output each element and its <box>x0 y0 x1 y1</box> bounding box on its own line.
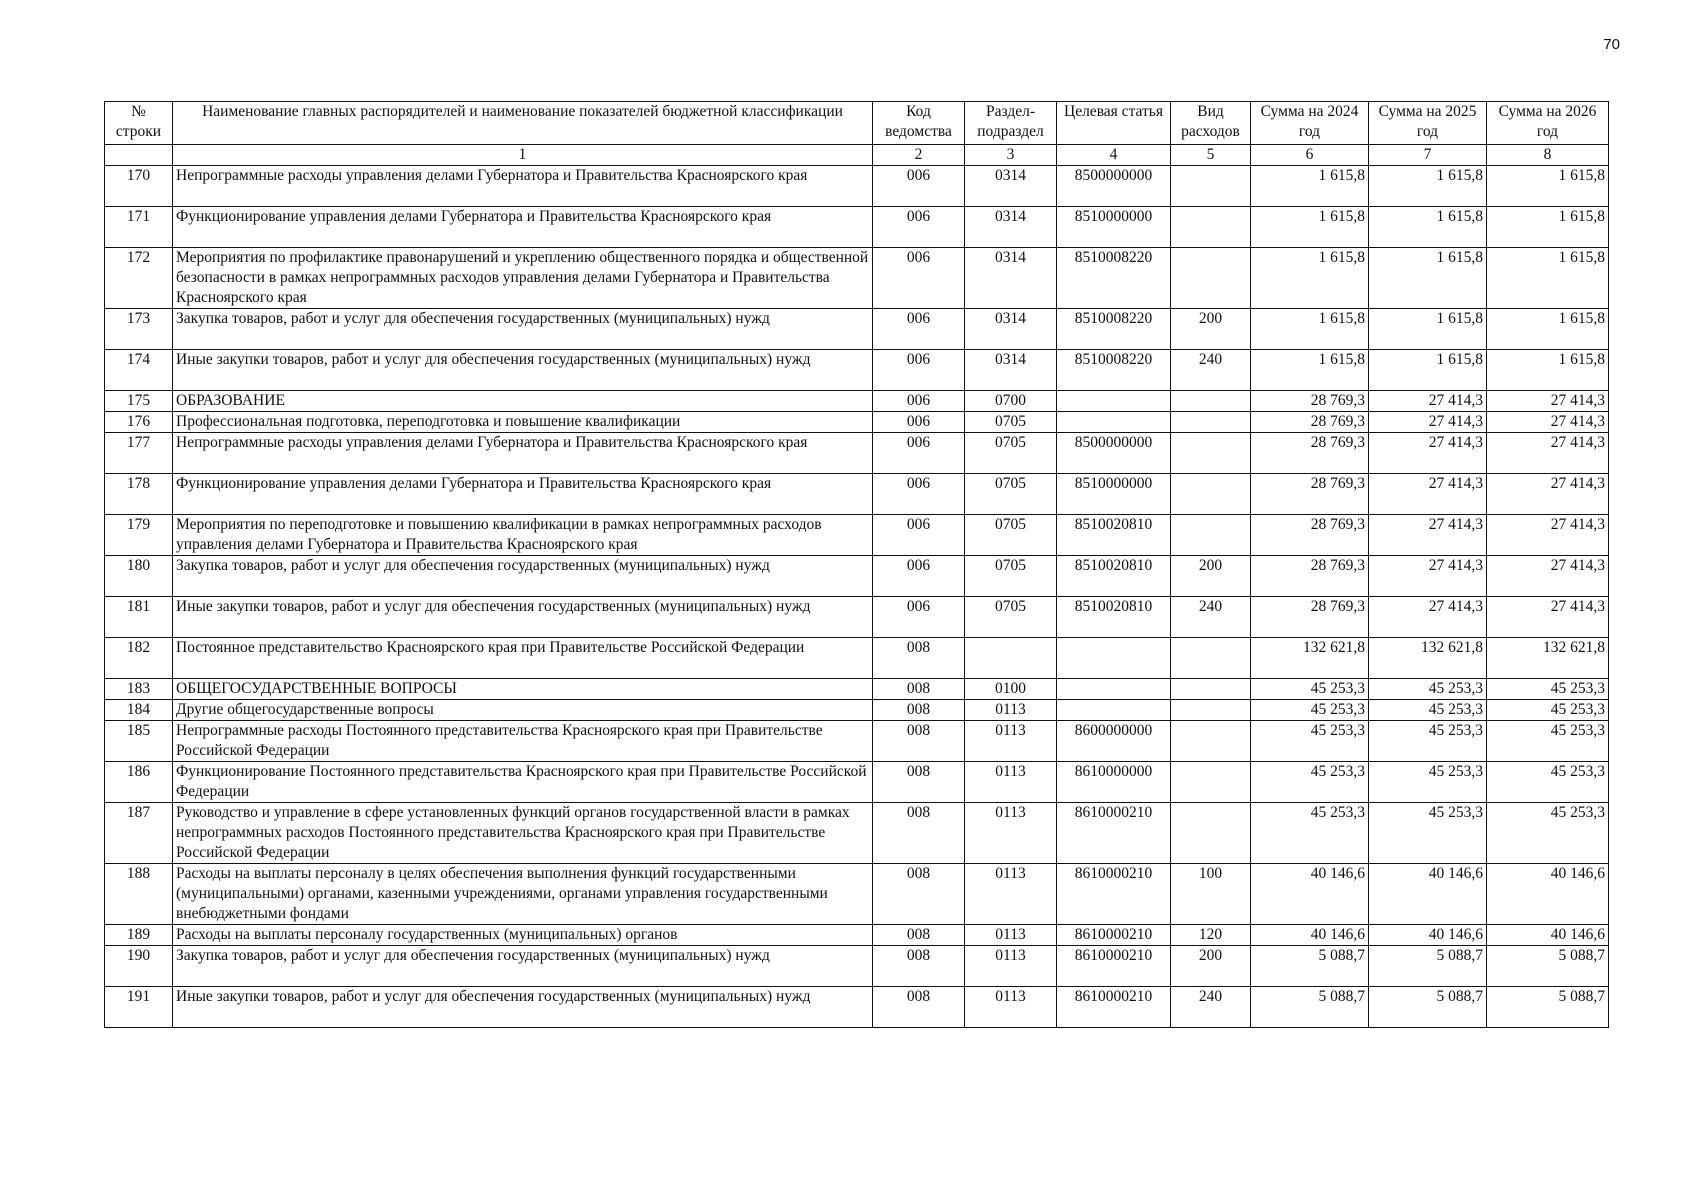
section-code: 0314 <box>965 309 1057 350</box>
item-name: Непрограммные расходы управления делами Губернатора и Правительства Красноярского края <box>173 166 873 207</box>
section-code: 0705 <box>965 556 1057 597</box>
item-name: Иные закупки товаров, работ и услуг для обеспечения государственных (муниципальных) нужд <box>173 350 873 391</box>
column-number-row <box>105 145 1609 166</box>
section-code: 0113 <box>965 925 1057 946</box>
header-row-number: № строки <box>105 102 173 145</box>
dept-code: 008 <box>873 721 965 762</box>
table-row <box>105 597 1609 638</box>
sum-2024: 1 615,8 <box>1251 248 1369 309</box>
row-number: 180 <box>105 556 173 597</box>
sum-2024: 28 769,3 <box>1251 412 1369 433</box>
target-item: 8510020810 <box>1057 556 1171 597</box>
expense-type: 200 <box>1171 556 1251 597</box>
dept-code: 008 <box>873 762 965 803</box>
sum-2026: 1 615,8 <box>1487 207 1609 248</box>
sum-2024: 40 146,6 <box>1251 925 1369 946</box>
header-sum-2026: Сумма на 2026 год <box>1487 102 1609 145</box>
row-number: 172 <box>105 248 173 309</box>
dept-code: 006 <box>873 556 965 597</box>
header-sum-2025: Сумма на 2025 год <box>1369 102 1487 145</box>
item-name: ОБЩЕГОСУДАРСТВЕННЫЕ ВОПРОСЫ <box>173 679 873 700</box>
column-number: 8 <box>1487 145 1609 166</box>
sum-2024: 28 769,3 <box>1251 515 1369 556</box>
row-number: 178 <box>105 474 173 515</box>
dept-code: 008 <box>873 925 965 946</box>
expense-type <box>1171 248 1251 309</box>
target-item: 8610000210 <box>1057 803 1171 864</box>
sum-2025: 27 414,3 <box>1369 433 1487 474</box>
item-name: Другие общегосударственные вопросы <box>173 700 873 721</box>
row-number: 188 <box>105 864 173 925</box>
target-item: 8510020810 <box>1057 597 1171 638</box>
sum-2025: 5 088,7 <box>1369 987 1487 1028</box>
expense-type <box>1171 762 1251 803</box>
sum-2026: 45 253,3 <box>1487 762 1609 803</box>
sum-2026: 1 615,8 <box>1487 350 1609 391</box>
item-name: Постоянное представительство Красноярского края при Правительстве Российской Федерации <box>173 638 873 679</box>
item-name: Иные закупки товаров, работ и услуг для обеспечения государственных (муниципальных) нужд <box>173 987 873 1028</box>
target-item <box>1057 412 1171 433</box>
column-number: 5 <box>1171 145 1251 166</box>
target-item <box>1057 391 1171 412</box>
sum-2024: 45 253,3 <box>1251 762 1369 803</box>
sum-2025: 45 253,3 <box>1369 721 1487 762</box>
column-number: 6 <box>1251 145 1369 166</box>
header-target-item: Целевая статья <box>1057 102 1171 145</box>
sum-2024: 28 769,3 <box>1251 597 1369 638</box>
target-item: 8610000210 <box>1057 925 1171 946</box>
row-number: 186 <box>105 762 173 803</box>
expense-type <box>1171 474 1251 515</box>
target-item: 8610000000 <box>1057 762 1171 803</box>
sum-2026: 1 615,8 <box>1487 248 1609 309</box>
target-item: 8510008220 <box>1057 309 1171 350</box>
section-code: 0705 <box>965 433 1057 474</box>
dept-code: 008 <box>873 700 965 721</box>
dept-code: 008 <box>873 679 965 700</box>
sum-2024: 1 615,8 <box>1251 207 1369 248</box>
row-number: 174 <box>105 350 173 391</box>
target-item: 8510008220 <box>1057 248 1171 309</box>
sum-2024: 5 088,7 <box>1251 987 1369 1028</box>
sum-2025: 45 253,3 <box>1369 803 1487 864</box>
section-code: 0113 <box>965 987 1057 1028</box>
target-item: 8500000000 <box>1057 166 1171 207</box>
sum-2026: 27 414,3 <box>1487 433 1609 474</box>
target-item: 8500000000 <box>1057 433 1171 474</box>
table-row <box>105 762 1609 803</box>
sum-2024: 45 253,3 <box>1251 700 1369 721</box>
sum-2024: 1 615,8 <box>1251 166 1369 207</box>
sum-2025: 27 414,3 <box>1369 556 1487 597</box>
expense-type: 240 <box>1171 350 1251 391</box>
section-code: 0705 <box>965 412 1057 433</box>
sum-2024: 132 621,8 <box>1251 638 1369 679</box>
section-code: 0314 <box>965 207 1057 248</box>
table-row <box>105 638 1609 679</box>
item-name: Иные закупки товаров, работ и услуг для обеспечения государственных (муниципальных) нужд <box>173 597 873 638</box>
table-row <box>105 803 1609 864</box>
header-section: Раздел-подраздел <box>965 102 1057 145</box>
sum-2026: 27 414,3 <box>1487 391 1609 412</box>
sum-2025: 132 621,8 <box>1369 638 1487 679</box>
table-row <box>105 309 1609 350</box>
sum-2024: 45 253,3 <box>1251 803 1369 864</box>
section-code: 0113 <box>965 700 1057 721</box>
target-item: 8600000000 <box>1057 721 1171 762</box>
section-code: 0100 <box>965 679 1057 700</box>
dept-code: 006 <box>873 350 965 391</box>
expense-type <box>1171 433 1251 474</box>
table-row <box>105 474 1609 515</box>
expense-type <box>1171 721 1251 762</box>
expense-type <box>1171 638 1251 679</box>
item-name: Закупка товаров, работ и услуг для обеспечения государственных (муниципальных) нужд <box>173 556 873 597</box>
row-number: 173 <box>105 309 173 350</box>
sum-2025: 1 615,8 <box>1369 309 1487 350</box>
sum-2026: 5 088,7 <box>1487 946 1609 987</box>
table-row <box>105 679 1609 700</box>
header-dept-code: Код ведомства <box>873 102 965 145</box>
table-row <box>105 412 1609 433</box>
row-number: 182 <box>105 638 173 679</box>
sum-2026: 5 088,7 <box>1487 987 1609 1028</box>
sum-2025: 40 146,6 <box>1369 925 1487 946</box>
sum-2025: 27 414,3 <box>1369 515 1487 556</box>
dept-code: 006 <box>873 412 965 433</box>
sum-2024: 28 769,3 <box>1251 556 1369 597</box>
section-code: 0113 <box>965 803 1057 864</box>
section-code: 0705 <box>965 515 1057 556</box>
expense-type: 100 <box>1171 864 1251 925</box>
sum-2025: 27 414,3 <box>1369 391 1487 412</box>
item-name: Закупка товаров, работ и услуг для обеспечения государственных (муниципальных) нужд <box>173 309 873 350</box>
dept-code: 008 <box>873 638 965 679</box>
table-row <box>105 248 1609 309</box>
sum-2024: 1 615,8 <box>1251 350 1369 391</box>
item-name: Профессиональная подготовка, переподготовка и повышение квалификации <box>173 412 873 433</box>
sum-2026: 27 414,3 <box>1487 474 1609 515</box>
sum-2024: 1 615,8 <box>1251 309 1369 350</box>
item-name: Функционирование Постоянного представительства Красноярского края при Правительстве Российской Федерации <box>173 762 873 803</box>
target-item: 8510000000 <box>1057 474 1171 515</box>
sum-2025: 1 615,8 <box>1369 207 1487 248</box>
row-number: 183 <box>105 679 173 700</box>
table-row <box>105 721 1609 762</box>
sum-2024: 28 769,3 <box>1251 474 1369 515</box>
section-code <box>965 638 1057 679</box>
header-expense-type: Вид расходов <box>1171 102 1251 145</box>
section-code: 0113 <box>965 721 1057 762</box>
dept-code: 008 <box>873 864 965 925</box>
sum-2025: 1 615,8 <box>1369 350 1487 391</box>
target-item: 8510020810 <box>1057 515 1171 556</box>
section-code: 0314 <box>965 248 1057 309</box>
row-number: 177 <box>105 433 173 474</box>
section-code: 0700 <box>965 391 1057 412</box>
sum-2024: 40 146,6 <box>1251 864 1369 925</box>
table-row <box>105 556 1609 597</box>
expense-type: 120 <box>1171 925 1251 946</box>
section-code: 0314 <box>965 166 1057 207</box>
item-name: Руководство и управление в сфере установленных функций органов государственной власти в рамках непрограммных расходов Постоянного представительства Красноярского края при Правительстве Российской Федерации <box>173 803 873 864</box>
dept-code: 006 <box>873 309 965 350</box>
dept-code: 006 <box>873 474 965 515</box>
target-item: 8610000210 <box>1057 864 1171 925</box>
column-number: 3 <box>965 145 1057 166</box>
row-number: 175 <box>105 391 173 412</box>
sum-2025: 1 615,8 <box>1369 166 1487 207</box>
dept-code: 006 <box>873 515 965 556</box>
sum-2026: 45 253,3 <box>1487 679 1609 700</box>
table-row <box>105 700 1609 721</box>
sum-2026: 45 253,3 <box>1487 803 1609 864</box>
row-number: 184 <box>105 700 173 721</box>
dept-code: 006 <box>873 433 965 474</box>
row-number: 181 <box>105 597 173 638</box>
budget-table <box>104 101 1609 1028</box>
row-number: 185 <box>105 721 173 762</box>
row-number: 179 <box>105 515 173 556</box>
expense-type <box>1171 412 1251 433</box>
sum-2025: 45 253,3 <box>1369 762 1487 803</box>
section-code: 0113 <box>965 762 1057 803</box>
target-item: 8610000210 <box>1057 946 1171 987</box>
target-item: 8510008220 <box>1057 350 1171 391</box>
sum-2026: 45 253,3 <box>1487 700 1609 721</box>
header-sum-2024: Сумма на 2024 год <box>1251 102 1369 145</box>
header-row <box>105 102 1609 145</box>
section-code: 0705 <box>965 474 1057 515</box>
expense-type <box>1171 700 1251 721</box>
sum-2025: 27 414,3 <box>1369 474 1487 515</box>
dept-code: 006 <box>873 248 965 309</box>
table-row <box>105 207 1609 248</box>
target-item <box>1057 700 1171 721</box>
sum-2024: 28 769,3 <box>1251 433 1369 474</box>
column-number: 4 <box>1057 145 1171 166</box>
table-row <box>105 925 1609 946</box>
section-code: 0705 <box>965 597 1057 638</box>
sum-2026: 40 146,6 <box>1487 925 1609 946</box>
expense-type: 200 <box>1171 309 1251 350</box>
sum-2025: 1 615,8 <box>1369 248 1487 309</box>
dept-code: 006 <box>873 391 965 412</box>
expense-type <box>1171 803 1251 864</box>
sum-2025: 5 088,7 <box>1369 946 1487 987</box>
sum-2025: 40 146,6 <box>1369 864 1487 925</box>
section-code: 0314 <box>965 350 1057 391</box>
dept-code: 008 <box>873 803 965 864</box>
table-row <box>105 987 1609 1028</box>
item-name: Закупка товаров, работ и услуг для обеспечения государственных (муниципальных) нужд <box>173 946 873 987</box>
table-row <box>105 946 1609 987</box>
column-number-blank <box>105 145 173 166</box>
column-number: 1 <box>173 145 873 166</box>
sum-2025: 27 414,3 <box>1369 597 1487 638</box>
dept-code: 006 <box>873 207 965 248</box>
table-row <box>105 350 1609 391</box>
dept-code: 006 <box>873 597 965 638</box>
sum-2026: 1 615,8 <box>1487 166 1609 207</box>
row-number: 187 <box>105 803 173 864</box>
target-item: 8510000000 <box>1057 207 1171 248</box>
item-name: ОБРАЗОВАНИЕ <box>173 391 873 412</box>
item-name: Функционирование управления делами Губернатора и Правительства Красноярского края <box>173 474 873 515</box>
table-row <box>105 391 1609 412</box>
target-item <box>1057 638 1171 679</box>
sum-2026: 27 414,3 <box>1487 556 1609 597</box>
row-number: 171 <box>105 207 173 248</box>
sum-2026: 132 621,8 <box>1487 638 1609 679</box>
header-name: Наименование главных распорядителей и наименование показателей бюджетной классификации <box>173 102 873 145</box>
row-number: 176 <box>105 412 173 433</box>
target-item: 8610000210 <box>1057 987 1171 1028</box>
expense-type <box>1171 391 1251 412</box>
table-row <box>105 433 1609 474</box>
section-code: 0113 <box>965 946 1057 987</box>
sum-2026: 27 414,3 <box>1487 597 1609 638</box>
sum-2026: 45 253,3 <box>1487 721 1609 762</box>
sum-2024: 45 253,3 <box>1251 679 1369 700</box>
row-number: 190 <box>105 946 173 987</box>
expense-type <box>1171 207 1251 248</box>
expense-type <box>1171 679 1251 700</box>
expense-type: 200 <box>1171 946 1251 987</box>
sum-2026: 1 615,8 <box>1487 309 1609 350</box>
row-number: 170 <box>105 166 173 207</box>
item-name: Мероприятия по профилактике правонарушений и укреплению общественного порядка и общественной безопасности в рамках непрограммных расходов управления делами Губернатора и Правительства Красноярского края <box>173 248 873 309</box>
sum-2024: 45 253,3 <box>1251 721 1369 762</box>
dept-code: 008 <box>873 946 965 987</box>
target-item <box>1057 679 1171 700</box>
sum-2025: 45 253,3 <box>1369 700 1487 721</box>
expense-type: 240 <box>1171 987 1251 1028</box>
section-code: 0113 <box>965 864 1057 925</box>
row-number: 189 <box>105 925 173 946</box>
page-number: 70 <box>1603 36 1620 53</box>
item-name: Непрограммные расходы Постоянного представительства Красноярского края при Правительстве Российской Федерации <box>173 721 873 762</box>
table-row <box>105 864 1609 925</box>
column-number: 2 <box>873 145 965 166</box>
sum-2024: 5 088,7 <box>1251 946 1369 987</box>
expense-type <box>1171 166 1251 207</box>
sum-2025: 45 253,3 <box>1369 679 1487 700</box>
table-row <box>105 166 1609 207</box>
item-name: Непрограммные расходы управления делами Губернатора и Правительства Красноярского края <box>173 433 873 474</box>
sum-2024: 28 769,3 <box>1251 391 1369 412</box>
sum-2026: 27 414,3 <box>1487 412 1609 433</box>
row-number: 191 <box>105 987 173 1028</box>
dept-code: 008 <box>873 987 965 1028</box>
item-name: Расходы на выплаты персоналу государственных (муниципальных) органов <box>173 925 873 946</box>
sum-2026: 40 146,6 <box>1487 864 1609 925</box>
sum-2025: 27 414,3 <box>1369 412 1487 433</box>
sum-2026: 27 414,3 <box>1487 515 1609 556</box>
table-row <box>105 515 1609 556</box>
item-name: Расходы на выплаты персоналу в целях обеспечения выполнения функций государственными (муниципальными) органами, казенными учреждениями, органами управления государственными внебюджетными фондами <box>173 864 873 925</box>
item-name: Мероприятия по переподготовке и повышению квалификации в рамках непрограммных расходов управления делами Губернатора и Правительства Красноярского края <box>173 515 873 556</box>
expense-type: 240 <box>1171 597 1251 638</box>
dept-code: 006 <box>873 166 965 207</box>
column-number: 7 <box>1369 145 1487 166</box>
item-name: Функционирование управления делами Губернатора и Правительства Красноярского края <box>173 207 873 248</box>
expense-type <box>1171 515 1251 556</box>
